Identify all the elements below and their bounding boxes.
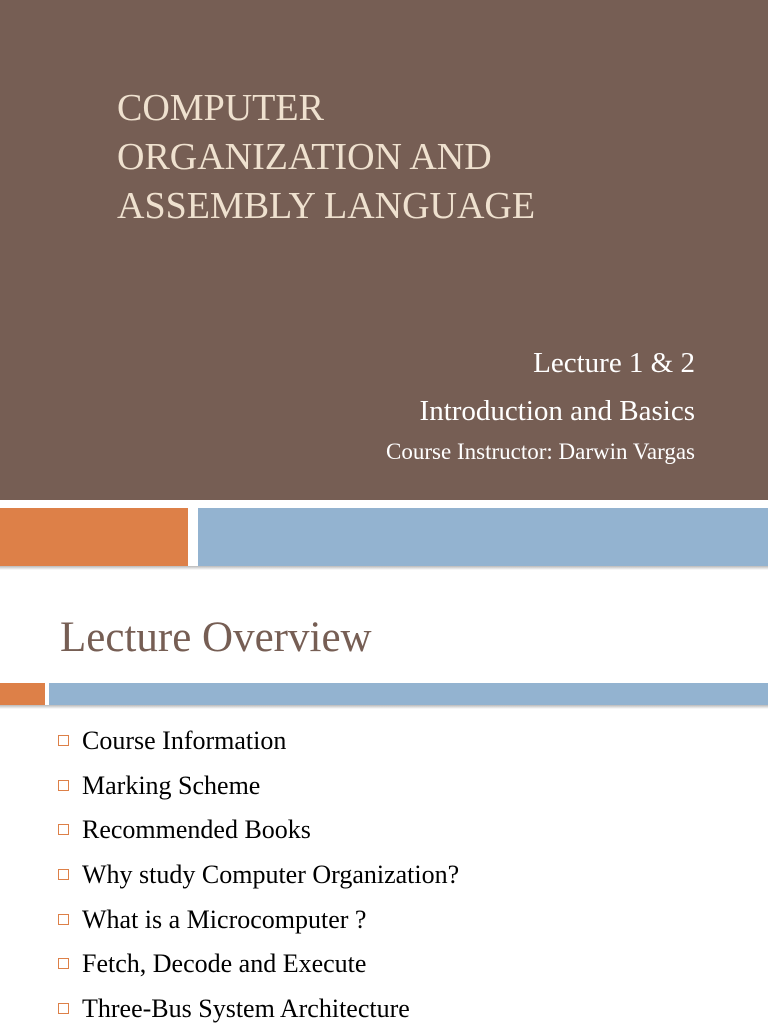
accent-block-blue	[198, 508, 768, 566]
list-item	[58, 993, 459, 1024]
list-item-label: Recommended Books	[82, 815, 311, 845]
list-item	[58, 770, 459, 815]
list-item-label: What is a Microcomputer ?	[82, 904, 367, 934]
band-shadow	[0, 705, 768, 709]
lecture-topic: Introduction and Basics	[419, 395, 695, 427]
course-title-line: COMPUTER	[117, 87, 324, 129]
accent-block-blue	[49, 683, 768, 705]
list-item-label: Fetch, Decode and Execute	[82, 949, 367, 979]
list-item	[58, 814, 459, 859]
overview-slide	[0, 572, 768, 1024]
course-title	[117, 84, 717, 231]
course-title-line: ORGANIZATION AND	[117, 136, 492, 178]
accent-block-orange	[0, 683, 45, 705]
square-bullet-icon	[58, 958, 69, 969]
list-item	[58, 725, 459, 770]
overview-bullet-list	[58, 725, 459, 1024]
square-bullet-icon	[58, 735, 69, 746]
square-bullet-icon	[58, 1003, 69, 1014]
title-slide	[0, 0, 768, 500]
slide-title: Lecture Overview	[60, 614, 372, 661]
accent-block-orange	[0, 508, 188, 566]
list-item-label: Three-Bus System Architecture	[82, 994, 410, 1024]
list-item-label: Course Information	[82, 726, 287, 755]
square-bullet-icon	[58, 914, 69, 925]
overview-accent-band	[0, 683, 768, 709]
course-title-line: ASSEMBLY LANGUAGE	[117, 185, 536, 227]
square-bullet-icon	[58, 780, 69, 791]
lecture-number: Lecture 1 & 2	[533, 347, 695, 379]
title-slide-accent-band	[0, 508, 768, 570]
subtitle-block	[386, 340, 695, 468]
list-item	[58, 948, 459, 993]
list-item-label: Why study Computer Organization?	[82, 860, 460, 890]
square-bullet-icon	[58, 869, 69, 880]
band-shadow	[0, 566, 768, 570]
list-item	[58, 859, 459, 904]
course-instructor: Course Instructor: Darwin Vargas	[386, 439, 695, 464]
list-item	[58, 904, 459, 949]
list-item-label: Marking Scheme	[82, 770, 261, 800]
square-bullet-icon	[58, 824, 69, 835]
